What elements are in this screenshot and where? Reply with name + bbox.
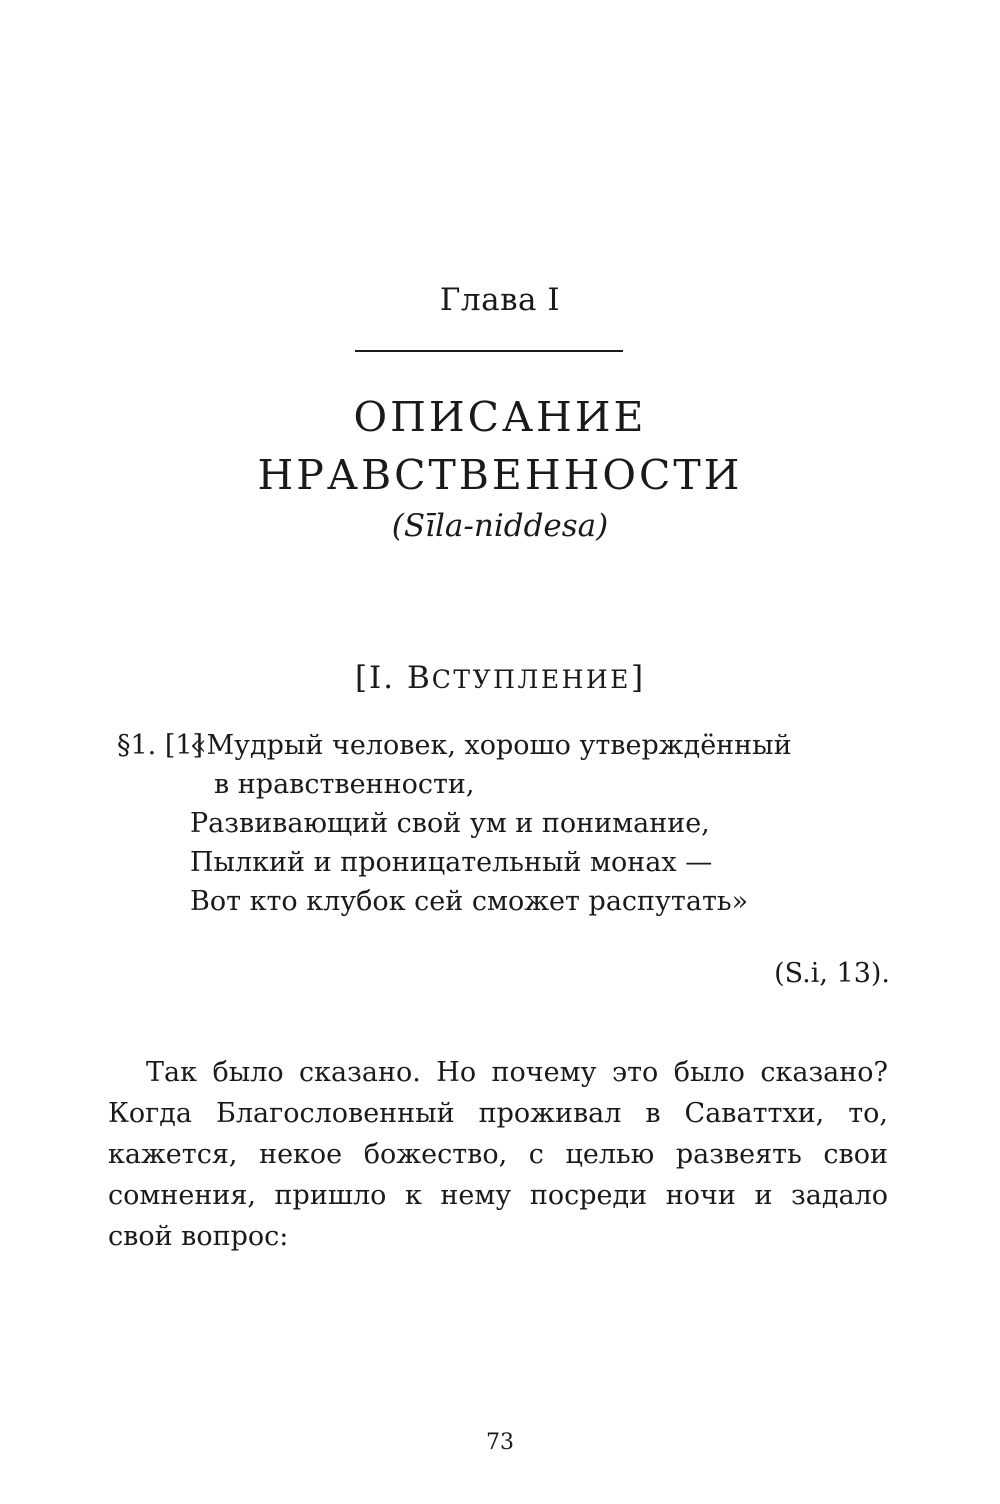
verse-line: в нравственности, [214, 769, 475, 800]
verse-line: Вот кто клубок сей сможет распутать» [190, 886, 749, 917]
chapter-title-line-2: НРАВСТВЕННОСТИ [257, 451, 743, 499]
section-heading [0, 660, 1000, 696]
chapter-label: Глава I [439, 282, 561, 318]
chapter-divider [355, 350, 623, 352]
section-heading-start: [I. В [354, 660, 432, 696]
verse-citation: (S.i, 13). [774, 958, 890, 989]
page-number: 73 [486, 1430, 514, 1455]
verse-block [117, 726, 907, 921]
section-heading-smallcaps: СТУПЛЕНИЕ [431, 665, 631, 694]
verse-line: Развивающий свой ум и понимание, [190, 808, 710, 839]
section-heading-end: ] [630, 660, 646, 696]
chapter-title [0, 388, 1000, 504]
chapter-subtitle: (Sīla-niddesa) [391, 508, 609, 544]
verse-line: Пылкий и проницательный монах — [190, 847, 713, 878]
body-paragraph: Так было сказано. Но почему это было сказано? Когда Благословенный проживал в Саваттхи, то, кажется, некое божество, с целью развеять свои сомнения, пришло к нему посреди ночи и задало свой вопрос: [108, 1057, 888, 1252]
verse-marker: §1. [1] [117, 730, 204, 761]
chapter-title-line-1: ОПИСАНИЕ [353, 393, 647, 441]
verse-line: «Мудрый человек, хорошо утверждённый [190, 730, 792, 761]
